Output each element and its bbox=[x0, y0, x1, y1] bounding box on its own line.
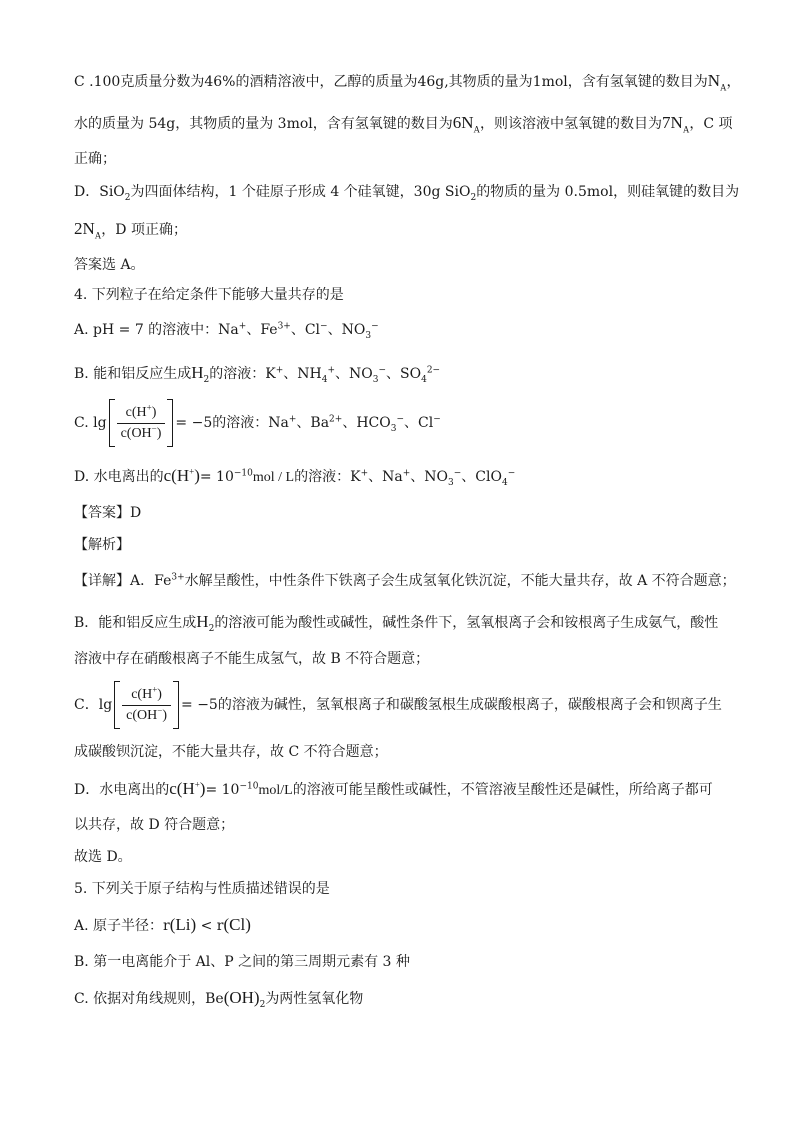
q5-option-c: C. 依据对角线规则，$Be(OH)_2$为两性氢氧化物 bbox=[74, 988, 364, 1010]
q4-option-b: B. 能和铝反应生成$H_2$的溶液：K+、$NH_4^+$、$NO_3^-$、$SO_4^{2-}$ bbox=[74, 363, 441, 385]
na-symbol: $7N_A$ bbox=[662, 113, 690, 135]
c-option-line-1: C .100克质量分数为46%的酒精溶液中，乙醇的质量为46g,其物质的量为1mol，含有氢氧键的数目为$N_A$， bbox=[74, 71, 741, 93]
analysis-b-1: B．能和铝反应生成$H_2$的溶液可能为酸性或碱性，碱性条件下，氢氧根离子会和铵根离子生成氨气，酸性 bbox=[74, 612, 719, 634]
q4-option-d: D. 水电离出的$c(H^+)= 10^{-10}mol / L$的溶液：K+、Na+、$NO_3^-$、ClO$_4$− bbox=[74, 466, 516, 488]
q5-option-a: A. 原子半径：r(Li) < r(Cl) bbox=[74, 915, 251, 934]
na-symbol: $N_A$ bbox=[707, 71, 727, 93]
d-option-line-2: $2N_A$，D 项正确； bbox=[74, 219, 187, 241]
q4-stem: 4. 下列粒子在给定条件下能够大量共存的是 bbox=[74, 287, 344, 303]
d-option-line-1: D．SiO$_2$为四面体结构，1 个硅原子形成 4 个硅氧键，30g SiO$_2$的物质的量为 0.5mol，则硅氧键的数目为 bbox=[74, 184, 740, 203]
analysis-tag: 【解析】 bbox=[74, 537, 130, 553]
analysis-d-1: D．水电离出的$c(H^+)= 10^{-10}mol/L$的溶液可能呈酸性或碱性，不管溶液呈酸性还是碱性，所给离子都可 bbox=[74, 779, 713, 798]
na-symbol: $6N_A$ bbox=[452, 113, 481, 135]
log-fraction: $\frac{c(H^+)}{c(OH^-)}$ bbox=[114, 680, 179, 730]
answer-tag: 【答案】D bbox=[74, 505, 142, 521]
q5-option-b: B. 第一电离能介于 Al、P 之间的第三周期元素有 3 种 bbox=[74, 954, 410, 970]
na-symbol: $2N_A$ bbox=[74, 219, 102, 241]
analysis-c-1: C．lg $\frac{c(H^+)}{c(OH^-)}$ = −5的溶液为碱性，氢氧根离子和碳酸氢根生成碳酸根离子，碳酸根离子会和钡离子生 bbox=[74, 680, 722, 730]
q5-stem: 5. 下列关于原子结构与性质描述错误的是 bbox=[74, 881, 330, 897]
analysis-b-2: 溶液中存在硝酸根离子不能生成氢气，故 B 不符合题意； bbox=[74, 651, 430, 667]
log-fraction: $\frac{c(H^+)}{c(OH^-)}$ bbox=[109, 398, 174, 448]
q4-option-c: C. lg $\frac{c(H^+)}{c(OH^-)}$ = −5的溶液：Na+、$Ba^{2+}$、$HCO_3^-$、Cl− bbox=[74, 398, 441, 448]
analysis-d-2: 以共存，故 D 符合题意； bbox=[74, 817, 235, 833]
analysis-a: 【详解】A．$Fe^{3+}$水解呈酸性，中性条件下铁离子会生成氢氧化铁沉淀，不能大量共存，故 A 不符合题意； bbox=[74, 572, 736, 589]
analysis-c-2: 成碳酸钡沉淀，不能大量共存，故 C 不符合题意； bbox=[74, 744, 388, 760]
final-answer: 故选 D。 bbox=[74, 849, 132, 865]
answer-a: 答案选 A。 bbox=[74, 257, 145, 273]
c-option-line-2: 水的质量为 54g，其物质的量为 3mol，含有氢氧键的数目为$6N_A$，则该溶液中氢氧键的数目为$7N_A$，C 项 bbox=[74, 113, 733, 135]
c-text: C .100克质量分数为46%的酒精溶液中，乙醇的质量为46g,其物质的量为1mol，含有氢氧键的数目为 bbox=[74, 74, 708, 90]
c-option-line-3: 正确； bbox=[74, 151, 116, 167]
q4-option-a: A. pH = 7 的溶液中：Na+、$Fe^{3+}$、Cl−、$NO_3^-$ bbox=[74, 321, 379, 341]
